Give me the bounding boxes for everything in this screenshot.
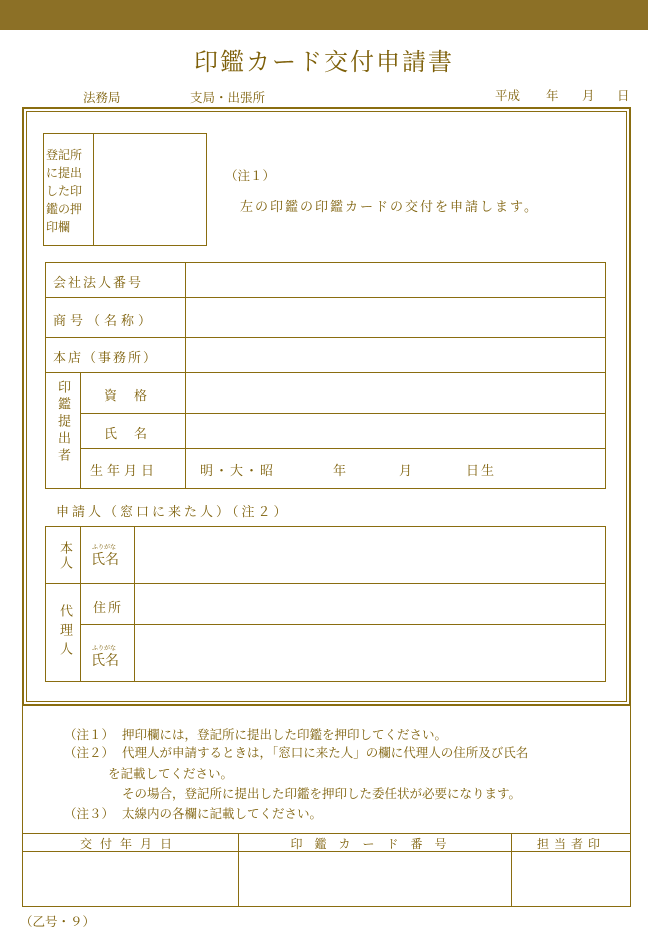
note2-text-b: を記載してください。	[108, 766, 234, 781]
note2-text-a: 代理人が申請するときは，「窓口に来た人」の欄に代理人の住所及び氏名	[122, 745, 529, 760]
era-label: 平成	[495, 88, 521, 103]
head-office-field[interactable]	[186, 338, 605, 372]
birth-month-label: 月	[399, 464, 415, 479]
self-label: 本人	[57, 541, 72, 571]
note2-tag: （注２）	[64, 745, 115, 760]
trade-name-label: 商号（名称）	[53, 314, 156, 329]
self-name-field[interactable]	[135, 527, 605, 583]
year-label: 年	[546, 88, 559, 103]
card-number-field[interactable]	[239, 852, 511, 906]
issue-date-field[interactable]	[23, 852, 238, 906]
era-options: 明・大・昭	[200, 464, 276, 479]
agent-label: 代理人	[57, 604, 72, 661]
birth-year-label: 年	[333, 464, 349, 479]
issue-date-header: 交付年月日	[79, 837, 180, 851]
submitter-name-field[interactable]	[186, 414, 605, 448]
clerk-seal-field[interactable]	[512, 852, 630, 906]
bureau-label: 法務局	[83, 90, 121, 105]
trade-name-field[interactable]	[186, 298, 605, 337]
card-number-header: 印鑑カード番号	[290, 837, 459, 851]
birthdate-label: 生年月日	[90, 464, 159, 479]
note1-text: 押印欄には，登記所に提出した印鑑を押印してください。	[122, 727, 448, 742]
birth-day-label: 日生	[466, 464, 497, 479]
corp-number-label: 会社法人番号	[53, 276, 144, 291]
seal-box-label: 登記所に提出した印鑑の押印欄	[46, 148, 83, 234]
clerk-seal-header: 担当者印	[536, 837, 605, 851]
branch-label: 支局・出張所	[190, 90, 266, 105]
form-title: 印鑑カード交付申請書	[194, 48, 454, 76]
top-banner	[0, 0, 648, 30]
agent-name-field[interactable]	[135, 625, 605, 681]
qualification-field[interactable]	[186, 373, 605, 413]
request-text: 左の印鑑の印鑑カードの交付を申請します。	[240, 200, 539, 215]
self-furigana: ふりがな	[92, 544, 117, 551]
day-label: 日	[617, 88, 630, 103]
qualification-label: 資 格	[104, 389, 150, 404]
note3-text: 太線内の各欄に記載してください。	[122, 806, 323, 821]
agent-address-field[interactable]	[135, 584, 605, 624]
corp-number-field[interactable]	[186, 263, 605, 297]
agent-address-label: 住所	[93, 601, 124, 616]
agent-furigana: ふりがな	[92, 645, 117, 652]
seal-stamp-area[interactable]	[94, 134, 206, 245]
head-office-label: 本店（事務所）	[53, 351, 159, 366]
form-code: （乙号・９）	[20, 914, 96, 929]
note1-tag: （注１）	[64, 727, 115, 742]
agent-name-label: 氏名	[91, 653, 119, 669]
submitter-name-label: 氏 名	[104, 427, 150, 442]
month-label: 月	[582, 88, 595, 103]
applicant-heading: 申請人（窓口に来た人）（注２）	[56, 505, 290, 520]
seal-submitter-label: 印鑑提出者	[55, 380, 70, 465]
self-name-label: 氏名	[91, 552, 119, 568]
note3-tag: （注３）	[64, 806, 115, 821]
note2-text-c: その場合，登記所に提出した印鑑を押印した委任状が必要になります。	[122, 786, 522, 801]
note1-ref: （注１）	[225, 168, 276, 183]
